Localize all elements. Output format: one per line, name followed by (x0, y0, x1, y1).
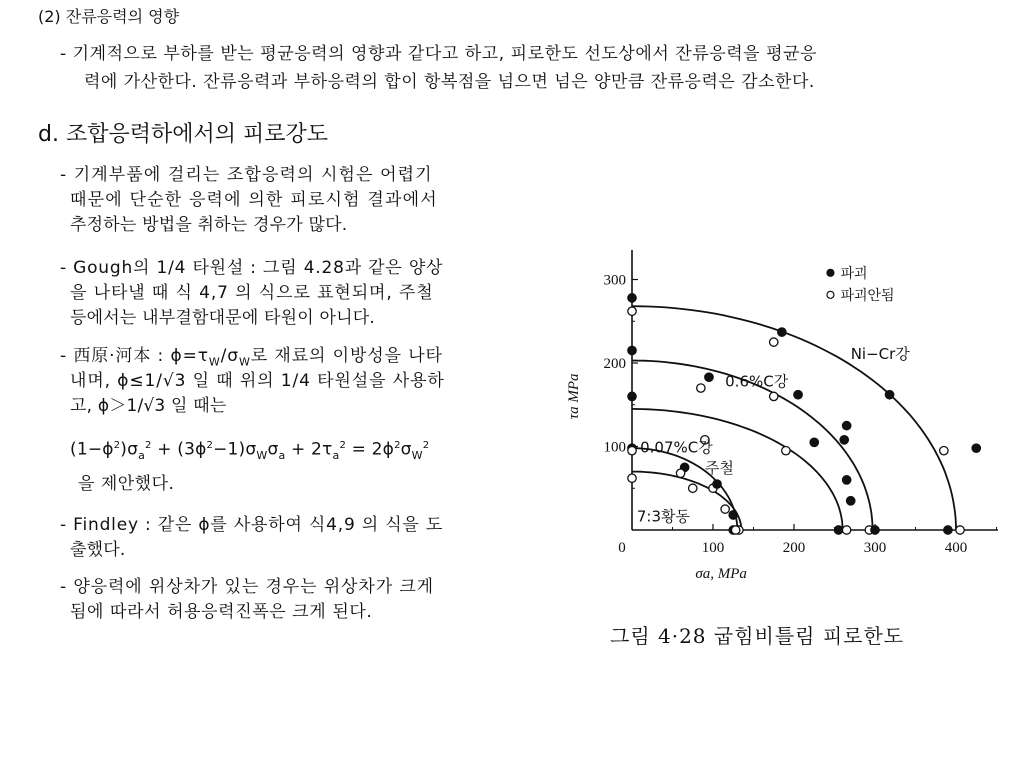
curve-0 (632, 306, 956, 530)
data-point-unfractured (731, 526, 739, 534)
formula-part: + (3ϕ (151, 439, 207, 460)
bullet-2-line-1: - Gough의 1/4 타원설 : 그림 4.28과 같은 양상 (60, 258, 444, 278)
x-tick-label: 0 (618, 540, 626, 556)
data-point-unfractured (721, 505, 729, 513)
x-tick-label: 300 (863, 540, 887, 556)
formula-sub: a (278, 449, 286, 463)
bullet-3-text-b: /σ (220, 346, 239, 366)
data-point-fractured (705, 373, 713, 381)
bullet-2-line-2: 을 나타낼 때 식 4,7 의 식으로 표현되며, 주철 (70, 283, 434, 303)
data-point-unfractured (689, 484, 697, 492)
data-point-fractured (778, 328, 786, 336)
residual-text-line-2: 력에 가산한다. 잔류응력과 부하응력의 합이 항복점을 넘으면 넘은 양만큼 잔류응력은 감소한다. (84, 72, 815, 92)
bullet-1-line-2: 때문에 단순한 응력에 의한 피로시험 결과에서 (70, 190, 438, 210)
data-point-unfractured (628, 307, 636, 315)
formula-sub: W (411, 449, 423, 463)
bullet-3-sub-1: W (208, 355, 221, 369)
section-d-title: d. 조합응력하에서의 피로강도 (38, 122, 328, 147)
bullet-5-line-2: 됨에 따라서 허용응력진폭은 크게 된다. (70, 602, 373, 622)
data-point-unfractured (676, 469, 684, 477)
formula-sup: 2 (145, 440, 152, 451)
residual-text-line-1: - 기계적으로 부하를 받는 평균응력의 영향과 같다고 하고, 피로한도 선도상에서 잔류응력을 평균응 (60, 44, 818, 64)
data-point-fractured (729, 511, 737, 519)
data-point-fractured (842, 421, 850, 429)
formula-part: + 2τ (285, 439, 333, 460)
formula-sub: a (138, 449, 146, 463)
bullet-3-text-a: - 西原·河本 : ϕ=τ (60, 346, 209, 366)
bullet-3-line-4: 을 제안했다. (78, 474, 175, 494)
bullet-4-line-2: 출했다. (70, 540, 126, 560)
formula-part: −1)σ (213, 439, 257, 460)
formula-sub: a (332, 449, 340, 463)
formula-sup: 2 (339, 440, 347, 451)
data-point-fractured (834, 526, 842, 534)
series-label: 주철 (704, 459, 734, 478)
data-point-fractured (713, 480, 721, 488)
bullet-2-line-3: 등에서는 내부결함대문에 타원이 아니다. (70, 308, 375, 328)
series-label: 0.6%C강 (725, 372, 789, 391)
data-point-unfractured (956, 526, 964, 534)
data-point-fractured (885, 391, 893, 399)
data-point-fractured (628, 392, 636, 400)
data-point-unfractured (842, 526, 850, 534)
formula-sup: 2 (394, 440, 401, 451)
bullet-4-line-1: - Findley : 같은 ϕ를 사용하여 식4,9 의 식을 도 (60, 515, 444, 535)
bullet-5-line-1: - 양응력에 위상차가 있는 경우는 위상차가 크게 (60, 577, 434, 597)
formula-part: = 2ϕ (346, 439, 395, 460)
data-point-fractured (794, 391, 802, 399)
formula-part: (1−ϕ (70, 439, 114, 460)
bullet-3-line-2: 내며, ϕ≤1/√3 일 때 위의 1/4 타원설을 사용하 (70, 371, 445, 391)
data-point-fractured (810, 438, 818, 446)
y-tick-label: 300 (603, 272, 626, 289)
data-point-fractured (847, 497, 855, 505)
heading-residual-stress: (2) 잔류응력의 영향 (38, 7, 180, 26)
y-tick-label: 200 (603, 356, 626, 372)
bullet-1-line-3: 추정하는 방법을 취하는 경우가 많다. (70, 215, 348, 235)
legend-label: 파괴 (840, 265, 868, 282)
formula-part: )σ (120, 439, 139, 460)
data-point-unfractured (782, 446, 790, 454)
data-point-fractured (628, 346, 636, 354)
data-point-fractured (871, 526, 879, 534)
formula-part: σ (400, 439, 412, 460)
x-tick-label: 200 (782, 540, 806, 556)
legend-marker-unfractured (827, 291, 834, 298)
bullet-3-line-3: 고, ϕ＞1/√3 일 때는 (70, 396, 227, 416)
data-point-unfractured (770, 392, 778, 400)
data-point-unfractured (940, 446, 948, 454)
x-axis-label: σa, MPa (695, 566, 747, 582)
x-tick-label: 100 (701, 540, 725, 556)
legend-marker-fractured (827, 269, 834, 276)
data-point-fractured (628, 294, 636, 302)
bullet-3-text-c: 로 재료의 이방성을 나타 (250, 346, 443, 366)
data-point-unfractured (628, 474, 636, 482)
y-tick-label: 100 (603, 439, 626, 456)
formula-sup: 2 (422, 440, 430, 451)
y-axis-label: τa MPa (566, 373, 582, 420)
data-point-fractured (972, 444, 980, 452)
fatigue-limit-chart (540, 240, 1020, 600)
bullet-3-sub-2: W (238, 355, 251, 369)
formula (70, 433, 429, 468)
legend-label: 파괴안됨 (840, 287, 895, 304)
data-point-fractured (944, 526, 952, 534)
figure-caption: 그림 4·28 굽힘비틀림 피로한도 (610, 624, 905, 648)
series-label: 0.07%C강 (640, 438, 713, 457)
data-point-fractured (842, 476, 850, 484)
data-point-fractured (840, 436, 848, 444)
formula-sup: 2 (206, 440, 214, 451)
formula-sup: 2 (113, 440, 121, 451)
formula-sub: W (256, 449, 268, 463)
series-label: 7:3황동 (636, 507, 690, 526)
data-point-unfractured (770, 338, 778, 346)
series-label: Ni−Cr강 (850, 344, 910, 363)
formula-part: σ (267, 439, 279, 460)
bullet-1-line-1: - 기계부품에 걸리는 조합응력의 시험은 어렵기 (60, 165, 433, 185)
data-point-unfractured (628, 446, 636, 454)
data-point-unfractured (697, 384, 705, 392)
x-tick-label: 400 (944, 540, 968, 556)
